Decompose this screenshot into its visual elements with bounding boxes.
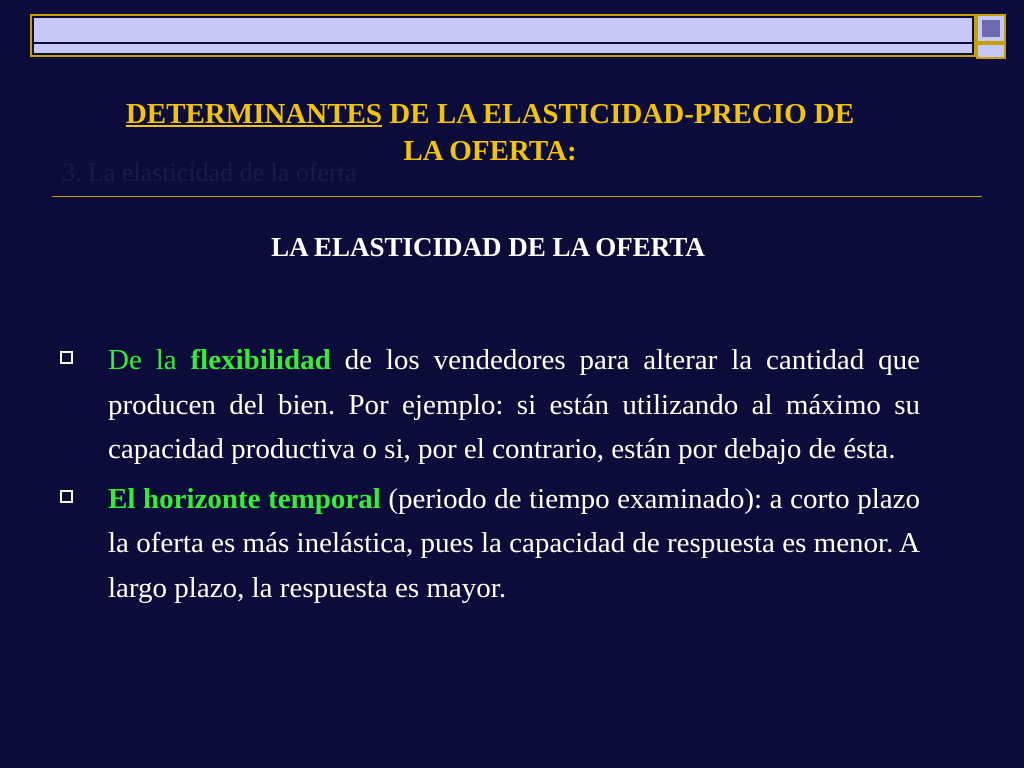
corner-square-top	[976, 14, 1006, 43]
bullet-item-flexibilidad	[60, 338, 920, 472]
corner-square-bottom	[976, 43, 1006, 59]
title-underlined-word: DETERMINANTES	[125, 98, 383, 130]
top-bar-band	[34, 18, 972, 42]
bullet-2-keyword: El horizonte temporal	[108, 482, 381, 515]
bullet-item-horizonte	[60, 477, 920, 611]
bullet-1-green-prefix: De la	[108, 344, 191, 376]
slide-subtitle: LA ELASTICIDAD DE LA OFERTA	[271, 232, 705, 262]
corner-square-inner	[982, 20, 1000, 37]
title-line2: LA OFERTA:	[403, 135, 577, 167]
bullet-list	[60, 338, 920, 615]
hollow-square-bullet-icon	[60, 351, 73, 364]
top-decorative-bar	[30, 14, 976, 57]
bullet-1-keyword: flexibilidad	[190, 344, 331, 376]
bullet-1-text: de los vendedores para alterar la cantidad que producen del bien. Por ejemplo: si están utilizando al máximo su capacidad productiva o si, por el contrario, están por debajo de ésta.	[108, 344, 921, 465]
title-line1-rest: DE LA ELASTICIDAD-PRECIO DE	[382, 98, 855, 130]
title-divider	[52, 196, 982, 197]
ghost-text: 3. La elasticidad de la oferta	[62, 158, 357, 187]
top-bar-band-lower	[34, 44, 972, 53]
hollow-square-bullet-icon	[60, 490, 73, 503]
bullet-2-text: (periodo de tiempo examinado): a corto plazo la oferta es más inelástica, pues la capacidad de respuesta es menor. A largo plazo, la respuesta es mayor.	[108, 482, 921, 604]
